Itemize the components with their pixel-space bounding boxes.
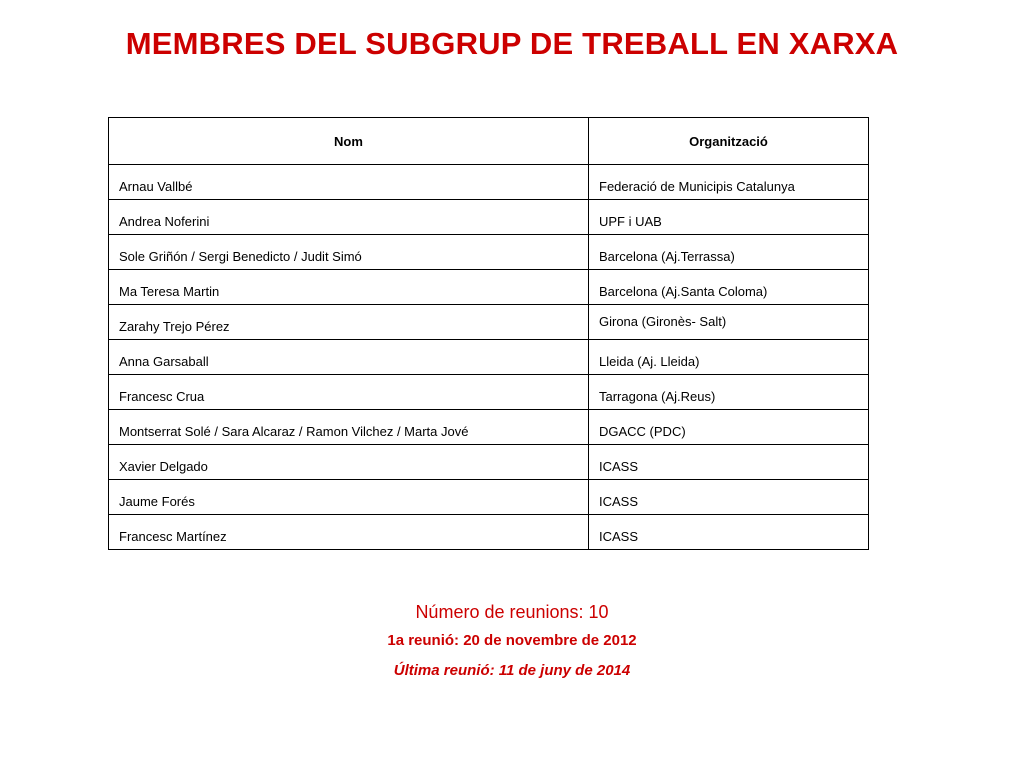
member-organization-cell: Lleida (Aj. Lleida)	[589, 340, 869, 375]
page-title: MEMBRES DEL SUBGRUP DE TREBALL EN XARXA	[125, 26, 899, 61]
member-organization-cell: ICASS	[589, 480, 869, 515]
member-organization-cell: Barcelona (Aj.Terrassa)	[589, 235, 869, 270]
member-name-cell: Jaume Forés	[109, 480, 589, 515]
meeting-count: Número de reunions: 10	[415, 602, 609, 622]
column-header-name: Nom	[109, 118, 589, 165]
table-row	[109, 515, 869, 550]
member-name-cell: Andrea Noferini	[109, 200, 589, 235]
table-row	[109, 200, 869, 235]
member-name-cell: Xavier Delgado	[109, 445, 589, 480]
table-row	[109, 480, 869, 515]
table-row	[109, 270, 869, 305]
member-name-cell: Ma Teresa Martin	[109, 270, 589, 305]
table-row	[109, 305, 869, 340]
member-organization-cell: Barcelona (Aj.Santa Coloma)	[589, 270, 869, 305]
members-table	[108, 117, 869, 550]
member-name-cell: Francesc Martínez	[109, 515, 589, 550]
column-header-organization: Organització	[589, 118, 869, 165]
member-organization-cell: Girona (Gironès- Salt)	[589, 305, 869, 340]
table-row	[109, 410, 869, 445]
table-row	[109, 340, 869, 375]
member-organization-cell: ICASS	[589, 515, 869, 550]
table-header-row	[109, 118, 869, 165]
member-organization-cell: DGACC (PDC)	[589, 410, 869, 445]
member-organization-cell: ICASS	[589, 445, 869, 480]
table-row	[109, 375, 869, 410]
member-organization-cell: UPF i UAB	[589, 200, 869, 235]
member-name-cell: Arnau Vallbé	[109, 165, 589, 200]
member-name-cell: Francesc Crua	[109, 375, 589, 410]
table-row	[109, 165, 869, 200]
member-name-cell: Anna Garsaball	[109, 340, 589, 375]
member-name-cell: Montserrat Solé / Sara Alcaraz / Ramon Vilchez / Marta Jové	[109, 410, 589, 445]
first-meeting-date: 1a reunió: 20 de novembre de 2012	[387, 632, 637, 649]
table-row	[109, 235, 869, 270]
member-organization-cell: Federació de Municipis Catalunya	[589, 165, 869, 200]
member-name-cell: Zarahy Trejo Pérez	[109, 305, 589, 340]
last-meeting-date: Última reunió: 11 de juny de 2014	[393, 662, 631, 679]
member-name-cell: Sole Griñón / Sergi Benedicto / Judit Simó	[109, 235, 589, 270]
member-organization-cell: Tarragona (Aj.Reus)	[589, 375, 869, 410]
meeting-info	[0, 598, 1024, 686]
table-row	[109, 445, 869, 480]
